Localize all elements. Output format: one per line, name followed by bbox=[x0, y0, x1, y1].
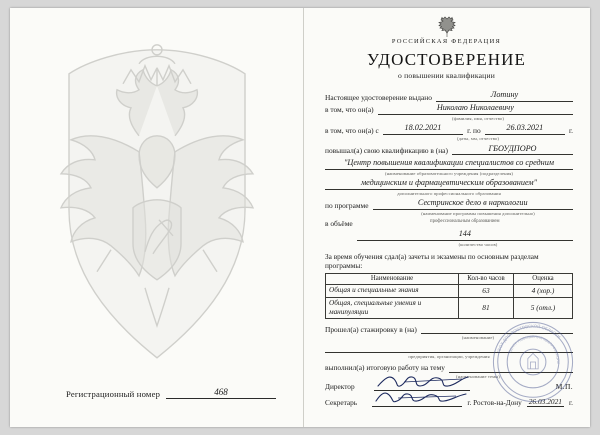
volume-hint: (количество часов) bbox=[458, 242, 498, 248]
secretary-signature-line bbox=[372, 395, 463, 407]
marks-row1-mark: 5 (отл.) bbox=[514, 297, 573, 318]
internship-org-value bbox=[325, 343, 573, 354]
issued-to-row bbox=[325, 90, 573, 102]
volume-row bbox=[325, 219, 573, 229]
marks-row0-mark: 4 (хор.) bbox=[514, 285, 573, 297]
issued-value: Лотину bbox=[436, 90, 573, 102]
marks-row0-name: Общая и специальные знания bbox=[326, 285, 459, 297]
organization-name-block bbox=[325, 158, 573, 196]
issued-label: Настоящее удостоверение выдано bbox=[325, 92, 432, 102]
full-name-value: Николаю Николаевичу bbox=[378, 103, 573, 115]
certificate-content bbox=[303, 8, 590, 427]
coat-of-arms-panel bbox=[10, 8, 304, 427]
table-row bbox=[326, 297, 573, 318]
exams-text: За время обучения сдал(а) зачеты и экзамены по основным разделам программы: bbox=[325, 251, 539, 271]
marks-table bbox=[325, 273, 573, 319]
internship-row bbox=[325, 324, 573, 335]
svg-text:ГБОУ ДПО РОСТОВСКОЙ ОБЛАСТИ: ГБОУ ДПО РОСТОВСКОЙ ОБЛАСТИ bbox=[495, 323, 562, 354]
period-from-value: 18.02.2021 bbox=[383, 123, 463, 135]
registration-number-value: 468 bbox=[166, 387, 276, 399]
federation-label: РОССИЙСКАЯ ФЕДЕРАЦИЯ bbox=[391, 38, 502, 45]
internship-value bbox=[421, 324, 573, 335]
organization-value: ГБОУДПОРО bbox=[452, 144, 573, 156]
registration-number-label: Регистрационный номер bbox=[66, 389, 161, 399]
organization-row bbox=[325, 144, 573, 156]
internship-hint-2: предприятия, организации, учреждения bbox=[408, 354, 490, 360]
internship-label: Прошел(а) стажировку в (на) bbox=[325, 324, 417, 334]
period-hint: (даты, мм, отчество) bbox=[456, 135, 499, 141]
table-row bbox=[326, 285, 573, 297]
organization-name-line2: медицинским и фармацевтическим образованием" bbox=[325, 178, 573, 190]
final-work-hint: (наименование темы) bbox=[456, 373, 500, 379]
volume-value: 144 bbox=[357, 229, 573, 241]
sign-date-suffix: г. bbox=[569, 398, 573, 407]
program-value: Сестринское дело в наркологии bbox=[373, 198, 574, 210]
period-year-mark: г. bbox=[568, 125, 573, 135]
secretary-signature-scribble bbox=[374, 389, 468, 405]
period-to-label: г. по bbox=[467, 125, 481, 135]
marks-row1-name: Общая, специальные умения и манипуляции bbox=[326, 297, 459, 318]
page-title: УДОСТОВЕРЕНИЕ bbox=[367, 50, 526, 69]
full-name-row bbox=[325, 103, 573, 115]
svg-text:ЦЕНТР ПОВЫШЕНИЯ КВАЛИФИКАЦИИ: ЦЕНТР ПОВЫШЕНИЯ КВАЛИФИКАЦИИ bbox=[507, 334, 561, 365]
certificate-body bbox=[325, 90, 573, 381]
program-row bbox=[325, 198, 573, 210]
marks-row0-hours: 63 bbox=[459, 285, 514, 297]
organization-hint-1: (наименование образовательного учреждения (подразделения) bbox=[384, 170, 514, 176]
program-hint: (наименование программы повышения дополнительно) bbox=[421, 211, 535, 217]
marks-table-header-row bbox=[326, 273, 573, 284]
full-name-hint: (фамилия, имя, отчество) bbox=[452, 115, 504, 121]
russian-coat-of-arms-icon bbox=[27, 39, 287, 369]
marks-header-hours: Кол-во часов bbox=[459, 273, 514, 284]
final-work-row bbox=[325, 362, 573, 373]
internship-hint-1: (наименование) bbox=[461, 335, 495, 341]
volume-category: профессиональным образованием bbox=[430, 218, 500, 224]
period-row bbox=[325, 123, 573, 135]
volume-value-row bbox=[325, 229, 573, 241]
marks-row1-hours: 81 bbox=[459, 297, 514, 318]
director-signature-scribble bbox=[376, 373, 470, 389]
secretary-label: Секретарь bbox=[325, 398, 358, 407]
registration-number-row bbox=[66, 387, 276, 399]
certificate-sheet bbox=[10, 8, 590, 427]
marks-header-mark: Оценка bbox=[514, 273, 573, 284]
in-that-label: в том, что он(а) bbox=[325, 105, 374, 115]
small-emblem-icon bbox=[438, 16, 456, 38]
mp-label: М.П. bbox=[555, 382, 573, 391]
period-to-value: 26.03.2021 bbox=[485, 123, 565, 135]
final-work-value bbox=[449, 362, 573, 373]
signature-block bbox=[325, 379, 573, 411]
volume-label: в объёме bbox=[325, 219, 353, 229]
organization-hint-2: дополнительного профессионального образования bbox=[397, 190, 501, 196]
marks-header-name: Наименование bbox=[326, 273, 459, 284]
period-label: в том, что он(а) с bbox=[325, 125, 379, 135]
final-work-label: выполнил(а) итоговую работу на тему bbox=[325, 363, 445, 373]
program-label: по программе bbox=[325, 200, 369, 210]
sign-date-value: 26.03.2021 bbox=[528, 397, 562, 406]
secretary-row bbox=[325, 395, 573, 407]
qualification-label: повышал(а) свою квалификацию в (на) bbox=[325, 146, 448, 156]
internship-org-row bbox=[325, 343, 573, 354]
director-label: Директор bbox=[325, 382, 355, 391]
city-label: г. Ростов-на-Дону bbox=[467, 399, 522, 407]
organization-name-line1: "Центр повышения квалификации специалистов со средним bbox=[325, 158, 573, 170]
page-subtitle: о повышении квалификации bbox=[398, 71, 495, 80]
